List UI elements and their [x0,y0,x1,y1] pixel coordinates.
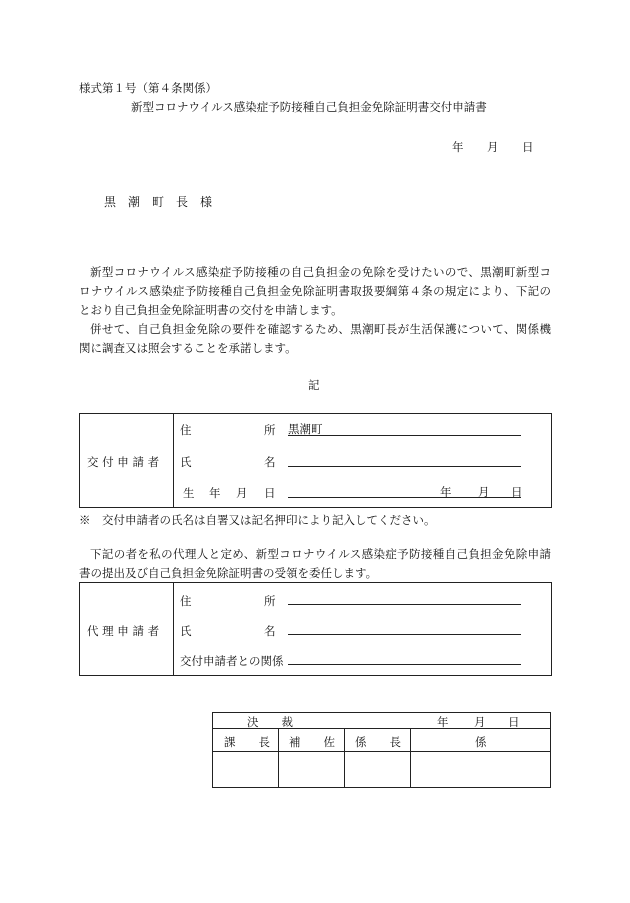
para1-line-1: 新型コロナウイルス感染症予防接種の自己負担金の免除を受けたいので、黒潮町新型コ [90,265,551,279]
dob-label-3: 月 [236,486,248,500]
kakaricho-seal-cell[interactable] [345,752,410,787]
request-paragraph [79,263,551,358]
agent-relation-label: 交付申請者との関係 [180,654,284,668]
agent-section-label: 代 理 申 請 者 [87,624,160,638]
role-hosa: 補 佐 [289,735,335,749]
agent-address-field[interactable] [288,590,521,605]
para1-line-3: とおり自己負担金免除証明書の交付を申請します。 [79,303,343,317]
addressee: 黒 潮 町 長 様 [104,195,213,209]
kessai-year-label: 年 [437,715,449,729]
para2-line-2: 関に調査又は照会することを承諾します。 [79,341,297,355]
applicant-address-label-b: 所 [264,423,276,437]
applicant-name-field[interactable] [288,452,521,467]
dob-label-2: 年 [209,486,221,500]
date-year-label: 年 [452,140,464,154]
kessai-month-label: 月 [474,715,486,729]
agent-name-label-a: 氏 [180,624,192,638]
role-kakaricho: 係 長 [355,735,401,749]
agent-name-label-b: 名 [264,624,276,638]
agent-relation-field[interactable] [288,650,521,665]
dob-day-label: 日 [511,485,523,499]
form-number: 様式第１号（第４条関係） [79,81,217,95]
date-day-label: 日 [522,140,534,154]
para2-line-1: 併せて、自己負担金免除の要件を確認するため、黒潮町長が生活保護について、関係機 [90,322,551,336]
delegation-paragraph [79,545,551,583]
applicant-name-label-b: 名 [264,455,276,469]
agent-address-label-a: 住 [180,594,192,608]
dob-label-1: 生 [183,486,195,500]
delegation-line-1: 下記の者を私の代理人と定め、新型コロナウイルス感染症予防接種自己負担金免除申請 [90,547,551,561]
applicant-address-value: 黒潮町 [288,422,323,436]
role-kacho: 課 長 [224,735,270,749]
kacho-seal-cell[interactable] [213,752,278,787]
para1-line-2: ロナウイルス感染症予防接種自己負担金免除証明書取扱要綱第４条の規定により、下記の [79,284,551,298]
delegation-line-2: 書の提出及び自己負担金免除証明書の受領を委任します。 [79,566,378,580]
kakari-seal-cell[interactable] [411,752,550,787]
ki-marker: 記 [308,378,320,392]
dob-year-label: 年 [440,485,452,499]
role-kakari: 係 [475,735,487,749]
dob-label-4: 日 [264,486,276,500]
document-title: 新型コロナウイルス感染症予防接種自己負担金免除証明書交付申請書 [131,100,487,114]
applicant-address-label-a: 住 [180,423,192,437]
agent-name-field[interactable] [288,620,521,635]
hosa-seal-cell[interactable] [279,752,344,787]
applicant-name-label-a: 氏 [180,455,192,469]
kessai-day-label: 日 [508,715,520,729]
signature-note: ※ 交付申請者の氏名は自署又は記名押印により記入してください。 [79,513,436,527]
applicant-address-field[interactable] [288,421,521,436]
applicant-dob-field[interactable] [288,483,521,498]
dob-month-label: 月 [478,485,490,499]
applicant-section-label: 交 付 申 請 者 [87,455,160,469]
agent-address-label-b: 所 [264,594,276,608]
date-month-label: 月 [487,140,499,154]
kessai-label: 決 裁 [247,715,293,729]
